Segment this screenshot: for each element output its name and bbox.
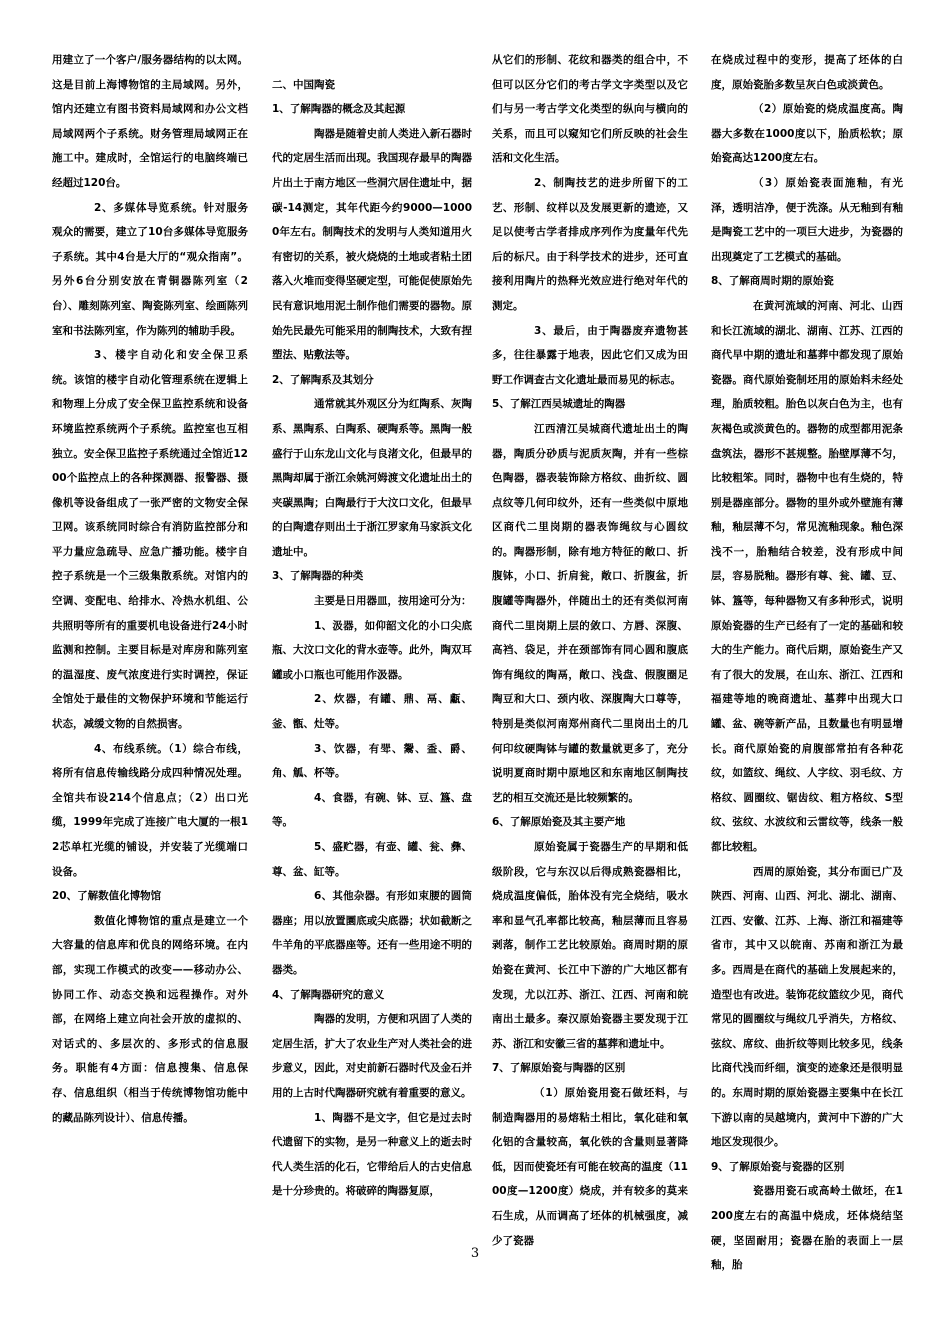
paragraph [272,48,472,73]
paragraph: 瓷器用瓷石或高岭土做坯，在1200度左右的高温中烧成，坯体烧结坚硬，坚固耐用；瓷器在胎的表面上一层釉，胎 [711,1185,903,1272]
paragraph: 原始瓷属于瓷器生产的早期和低级阶段，它与东汉以后得成熟瓷器相比，烧成温度偏低，胎体没有完全烧结，吸水率和显气孔率都比较高，釉层薄而且容易剥落，制作工艺比较原始。商周时期的原始瓷在黄河、长江中下游的广大地区都有发现，尤以江苏、浙江、江西、河南和皖南出土最多。秦汉原始瓷器主要发现于江苏、浙江和安徽三省的墓葬和遗址中。 [492,841,688,1050]
paragraph: （3）原始瓷表面施釉，有光泽，透明洁净，便于洗涤。从无釉到有釉是陶瓷工艺中的一项巨大进步，为瓷器的出现奠定了工艺模式的基础。 [711,176,903,263]
paragraph: 5、了解江西吴城遗址的陶器 [492,398,626,411]
paragraph: 数值化博物馆的重点是建立一个大容量的信息库和优良的网络环境。在内部，实现工作模式的改变——移动办公、协同工作、动态交换和远程操作。对外部，在网络上建立向社会开放的虚拟的、对话式的、多层次的、多形式的信息服务。职能有4方面：信息搜集、信息保存、信息组织（相当于传统博物馆功能中的藏品陈列设计）、信息传播。 [52,914,248,1124]
paragraph: 4、布线系统。（1）综合布线，将所有信息传输线路分成四种情况处理。全馆共布设214个信息点；（2）出口光缆，1999年完成了连接广电大厦的一根12芯单杠光缆的铺设，并安装了光缆端口设备。 [52,742,248,878]
paragraph: 1、了解陶器的概念及其起源 [272,103,406,116]
paragraph: 2、炊器，有罐、鼎、鬲、甗、釜、甑、灶等。 [272,693,472,731]
paragraph: 5、盛贮器，有壶、罐、瓮、彝、尊、盆、缸等。 [272,841,472,878]
paragraph: 通常就其外观区分为红陶系、灰陶系、黑陶系、白陶系、硬陶系等。黑陶一般盛行于山东龙山文化与良渚文化，但最早的黑陶却属于浙江余姚河姆渡文化遗址出土的夹碳黑陶；白陶最行于大汶口文化，但最早的白陶遗存则出土于浙江罗家角马家浜文化遗址中。 [272,398,472,558]
paragraph: 8、了解商周时期的原始瓷 [711,275,834,288]
paragraph: 3、楼宇自动化和安全保卫系统。该馆的楼宇自动化管理系统在逻辑上和物理上分成了安全保卫监控系统和设备环境监控系统两个子系统。监控室也互相独立。安全保卫监控子系统通过全馆近1200个监控点上的各种探测器、报警器、摄像机等设备组成了一张严密的文物安全保卫网。该系统同时综合有消防监控部分和平力量应急疏导、应急广播功能。楼宇自控子系统是一个三级集散系统。对馆内的空调、变配电、给排水、冷热水机组、公共照明等所有的重要机电设备进行24小时监测和控制。主要目标是对库房和陈列室的温湿度、废气浓度进行实时调控，保证全馆处于最佳的文物保护环境和节能运行状态，减缓文物的自然损害。 [52,349,248,731]
paragraph: 1、陶器不是文字，但它是过去时代遗留下的实物，是另一种意义上的逝去时代人类生活的化石，它带给后人的古史信息是十分珍贵的。将破碎的陶器复原， [272,1111,472,1198]
page-number: 3 [470,1246,480,1261]
paragraph: 用建立了一个客户/服务器结构的以太网。这是目前上海博物馆的主局域网。另外，馆内还建立有图书资料局域网和办公文档局域网两个子系统。财务管理局域网正在施工中。建成时，全馆运行的电脑终端已经超过120台。 [52,54,248,189]
paragraph: 2、多媒体导览系统。针对服务观众的需要，建立了10台多媒体导览服务子系统。其中4台是大厅的“观众指南”。另外6台分别安放在青铜器陈列室（2台）、雕刻陈列室、陶瓷陈列室、绘画陈列室和书法陈列室，作为陈列的辅助手段。 [52,201,248,337]
paragraph: （2）原始瓷的烧成温度高。陶器大多数在1000度以下，胎质松软；原始瓷高达1200度左右。 [711,103,903,165]
paragraph: 江西清江吴城商代遗址出土的陶器，陶质分砂质与泥质灰陶，并有一些棕色陶器，器表装饰除方格纹、曲折纹、圆点纹等几何印纹外，还有一些类似中原地区商代二里岗期的器表饰绳纹与心圆纹的。陶器形制，除有地方特征的敞口、折腹钵，小口、折肩瓮，敞口、折腹盆，折腹罐等陶器外，伴随出土的还有类似河南商代二里岗期上层的敛口、方唇、深腹、高裆、袋足，并在颈部饰有同心圆和腹底饰有绳纹的陶鬲，敞口、浅盘、假腹圈足陶豆和大口、颈内收、深腹陶大口尊等，特别是类似河南郑州商代二里岗出土的几何印纹硬陶钵与罐的数量就更多了，充分说明夏商时期中原地区和东南地区制陶技艺的相互交流还是比较频繁的。 [492,422,688,804]
paragraph: 从它们的形制、花纹和器类的组合中，不但可以区分它们的考古学文字类型以及它们与另一考古学文化类型的纵向与横向的关系，而且可以窥知它们所反映的社会生活和文化生活。 [492,54,688,165]
paragraph: 在黄河流域的河南、河北、山西和长江流域的湖北、湖南、江苏、江西的商代早中期的遗址和墓葬中都发现了原始瓷器。商代原始瓷制坯用的原始料未经处理，胎质较粗。胎色以灰白色为主，也有灰褐色或淡黄色的。器物的成型都用泥条盘筑法，器形不甚规整。胎壁厚薄不匀，比较粗笨。同时，器物中也有生烧的，特别是器座部分。器物的里外或外壁施有薄釉，釉层薄不匀，常见流釉现象。釉色深浅不一，胎釉结合较差，没有形成中间层，容易脱釉。器形有尊、瓮、罐、豆、钵、簋等，每种器物又有多种形式，说明原始瓷器的生产已经有了一定的基础和较大的生产能力。商代后期，原始瓷生产又有了很大的发展，在山东、浙江、江西和福建等地的晚商遗址、墓葬中出现大口罐、盆、碗等新产品，且数量也有明显增长。商代原始瓷的肩腹部常拍有各种花纹，如篮纹、绳纹、人字纹、羽毛纹、方格纹、圆圈纹、锯齿纹、粗方格纹、S型纹、弦纹、水波纹和云雷纹等，线条一般都比较粗。 [711,299,903,853]
text-column-2 [272,48,472,1204]
text-column-4 [711,48,903,1278]
paragraph: 2、了解陶系及其划分 [272,373,374,386]
paragraph: 二、中国陶瓷 [272,78,335,91]
text-column-1 [52,48,248,1130]
paragraph: 陶器是随着史前人类进入新石器时代的定居生活而出现。我国现存最早的陶器片出土于南方地区一些洞穴居住遗址中，据碳-14测定，其年代距今约9000—10000年左右。制陶技术的发明与人类知道用火有密切的关系，被火烧烧的土地或者粘土团落入火堆而变得坚硬定型，可能促使原始先民有意识地用泥土制作他们需要的器物。原始先民最先可能采用的制陶技术，大致有捏塑法、贴敷法等。 [272,127,472,362]
paragraph: 西周的原始瓷，其分布面已广及陕西、河南、山西、河北、湖北、湖南、江西、安徽、江苏、上海、浙江和福建等省市，其中又以皖南、苏南和浙江为最多。西周是在商代的基础上发展起来的，造型也有改进。装饰花纹篮纹少见，商代常见的圆圈纹与绳纹几乎消失，方格纹、弦纹、席纹、曲折纹等则比较多见，线条比商代浅而纤细，演变的迹象还是很明显的。东周时期的原始瓷器主要集中在长江下游以南的吴越境内，黄河中下游的广大地区发现很少。 [711,865,903,1149]
paragraph: 4、了解陶器研究的意义 [272,988,385,1001]
paragraph: 3、了解陶器的种类 [272,570,364,583]
paragraph: 3、饮器，有斝、鬶、盉、爵、角、觚、杯等。 [272,742,472,780]
paragraph: 4、食器，有碗、钵、豆、簋、盘等。 [272,791,472,829]
paragraph: 在烧成过程中的变形，提高了坯体的白度，原始瓷胎多数呈灰白色或淡黄色。 [711,54,903,91]
paragraph: 2、制陶技艺的进步所留下的工艺、形制、纹样以及发展更新的遗迹，又足以使考古学者排成序列作为度量年代先后的标尺。由于科学技术的进步，还可直接利用陶片的热释光效应进行绝对年代的测定。 [492,176,688,312]
paragraph: 9、了解原始瓷与瓷器的区别 [711,1160,845,1173]
text-column-3 [492,48,688,1253]
paragraph: （1）原始瓷用瓷石做坯料，与制造陶器用的易熔粘土相比，氧化硅和氧化铝的含量较高，氧化铁的含量则显著降低，因而使瓷坯有可能在较高的温度（1100度—1200度）烧成，并有较多的莫来石生成，从而调高了坯体的机械强度，减少了瓷器 [492,1086,688,1247]
paragraph: 陶器的发明，方便和巩固了人类的定居生活，扩大了农业生产对人类社会的进步意义，因此，对史前新石器时代及金石并用的上古时代陶器研究就有着重要的意义。 [272,1013,472,1099]
paragraph: 7、了解原始瓷与陶器的区别 [492,1062,626,1075]
paragraph: 6、其他杂器。有形如束腰的圆筒器座；用以放置圜底或尖底器；状如截断之牛羊角的平底器座等。还有一些用途不明的器类。 [272,890,472,976]
paragraph: 20、了解数值化博物馆 [52,890,162,903]
paragraph: 1、汲器，如仰韶文化的小口尖底瓶、大汶口文化的背水壶等。此外，陶双耳罐或小口瓶也可能用作汲器。 [272,619,472,681]
paragraph: 主要是日用器皿，按用途可分为： [314,595,472,608]
paragraph: 6、了解原始瓷及其主要产地 [492,816,626,829]
paragraph: 3、最后，由于陶器废弃遗物甚多，往往暴露于地表，因此它们又成为田野工作调查古文化遗址最而易见的标志。 [492,324,688,386]
